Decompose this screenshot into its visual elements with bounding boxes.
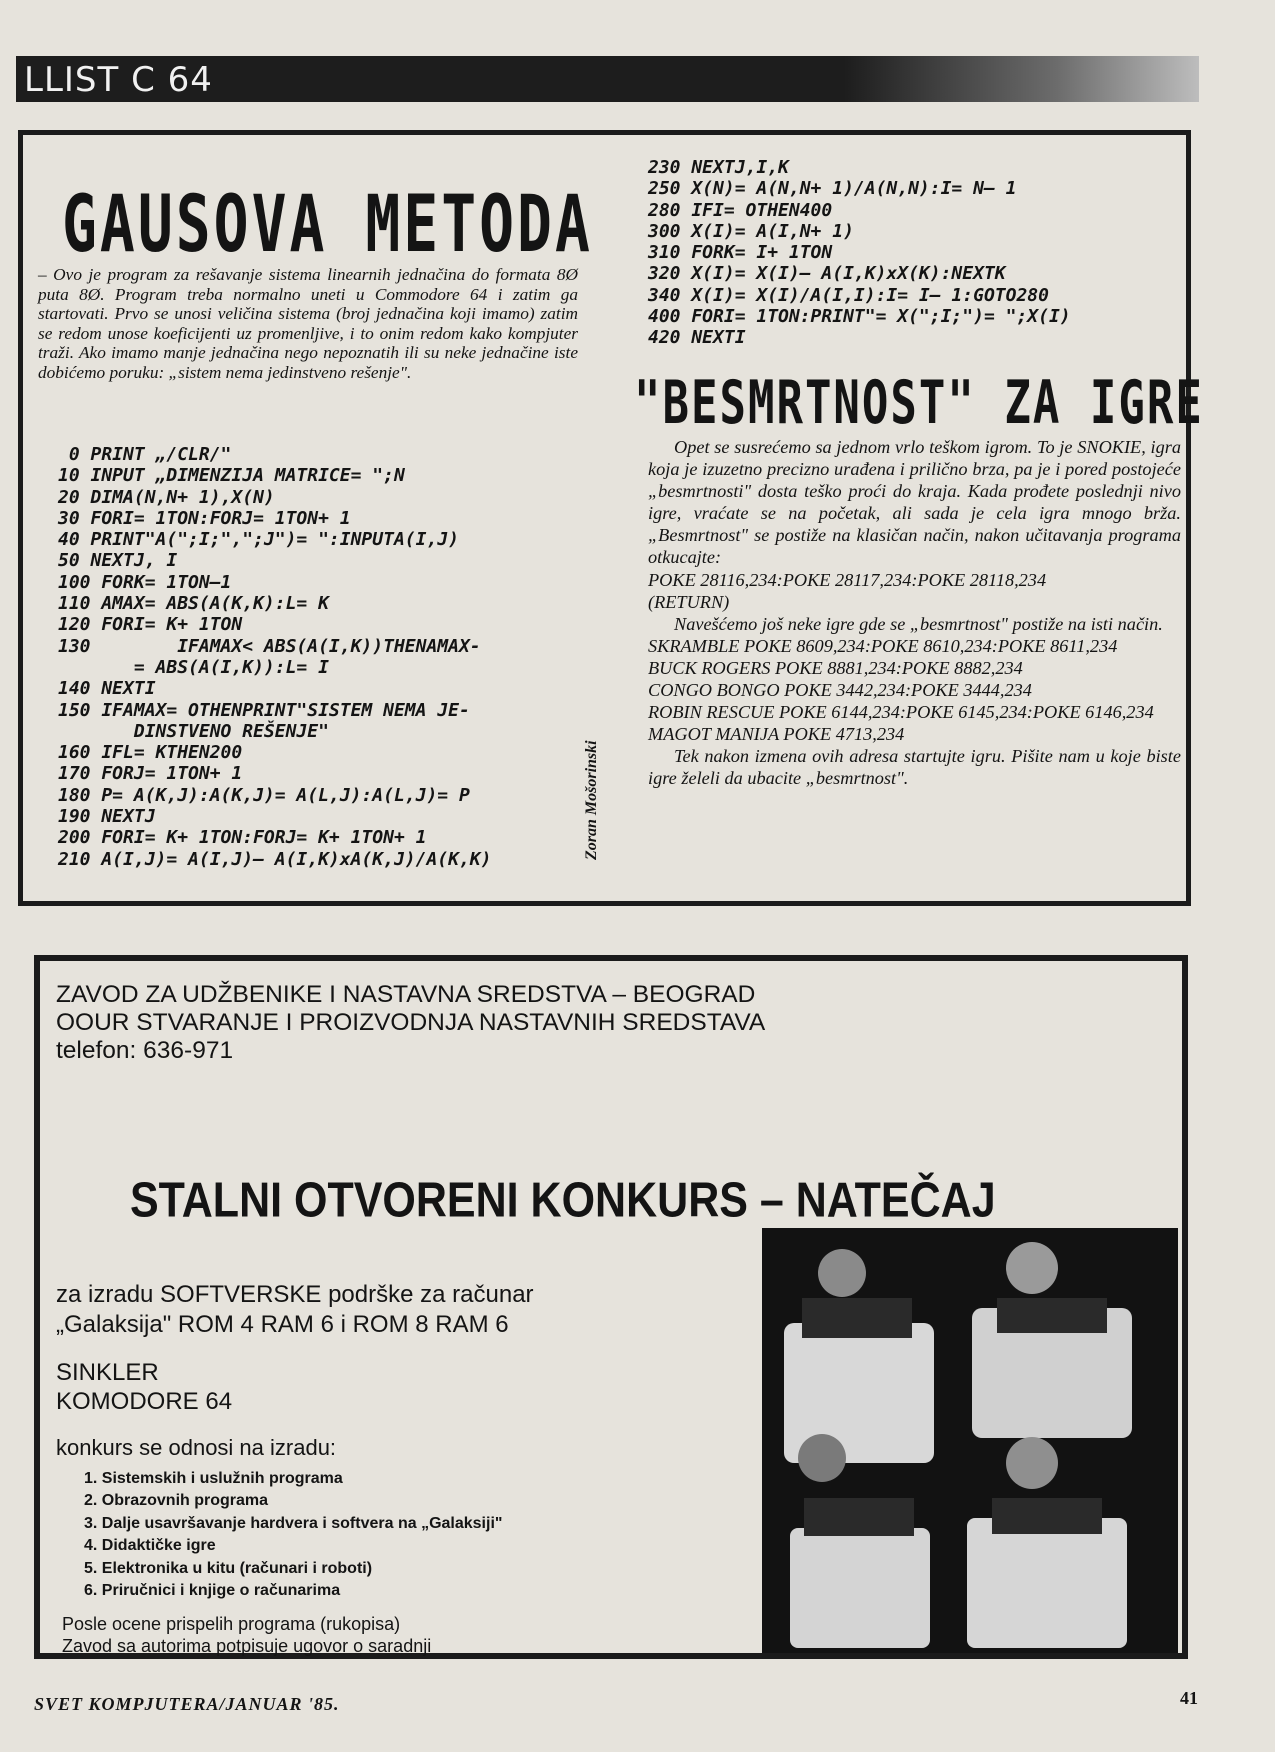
games-poke-list bbox=[648, 635, 1181, 745]
platform-komodore: KOMODORE 64 bbox=[56, 1388, 233, 1415]
platform-sinkler: SINKLER bbox=[56, 1359, 159, 1386]
game-poke-line: CONGO BONGO POKE 3442,234:POKE 3444,234 bbox=[648, 680, 1032, 701]
list-item: 4. Didaktičke igre bbox=[84, 1537, 216, 1555]
ad-intro bbox=[56, 1280, 534, 1340]
article-title-gausova-metoda: GAUSOVA METODA bbox=[62, 178, 593, 270]
game-poke-line: MAGOT MANIJA POKE 4713,234 bbox=[648, 724, 905, 745]
poke-command bbox=[648, 569, 1181, 591]
list-item: 6. Priručnici i knjige o računarima bbox=[84, 1582, 341, 1600]
article-title-besmrtnost: "BESMRTNOST" ZA IGRE bbox=[634, 369, 1204, 438]
game-poke-line: BUCK ROGERS POKE 8881,234:POKE 8882,234 bbox=[648, 657, 1023, 678]
publication-footer: SVET KOMPJUTERA/JANUAR '85. bbox=[34, 1694, 340, 1714]
ad-platforms bbox=[56, 1358, 232, 1416]
author-name: Zoran Mošorinski bbox=[583, 740, 600, 860]
list-item: 1. Sistemskih i uslužnih programa bbox=[84, 1470, 343, 1487]
ad-header-phone: telefon: 636-971 bbox=[56, 1037, 234, 1064]
ad-item-list bbox=[84, 1468, 502, 1602]
list-item: 5. Elektronika u kitu (računari i roboti) bbox=[84, 1559, 373, 1577]
ad-footer-line: Zavod sa autorima potpisuje ugovor o saradnji bbox=[62, 1636, 432, 1656]
ad-headline: STALNI OTVORENI KONKURS – NATEČAJ bbox=[130, 1173, 996, 1229]
basic-code-listing-left: 0 PRINT „/CLR/" 10 INPUT „DIMENZIJA MATRICE= ";N 20 DIMA(N,N+ 1),X(N) 30 FORI= 1TON:FORJ= 1TON+ 1 40 PRINT"A(";I;",";J")= ":INPUTA(I,J) 50 NEXTJ, I 100 FORK= 1TON–1 110 AMAX= ABS(A(K,K):L= K 120 FORI= K+ 1TON 130 IFAMAX< ABS(A(I,K))THENAMAX- = ABS(A(I,K)):L= I 140 NEXTI 150 IFAMAX= OTHENPRINT"SISTEM NEMA JE- DINSTVENO REŠENJE" 160 IFL= KTHEN200 170 FORJ= 1TON+ 1 180 P= A(K,J):A(K,J)= A(L,J):A(L,J)= P 190 NEXTJ 200 FORI= K+ 1TON:FORJ= K+ 1TON+ 1 210 A(I,J)= A(I,J)– A(I,K)xA(K,J)/A(K,K) bbox=[58, 444, 492, 870]
basic-code-listing-right: 230 NEXTJ,I,K 250 X(N)= A(N,N+ 1)/A(N,N):I= N– 1 280 IFI= OTHEN400 300 X(I)= A(I,N+ 1) 310 FORK= I+ 1TON 320 X(I)= X(I)– A(I,K)xX(K):NEXTK 340 X(I)= X(I)/A(I,I):I= I– 1:GOTO280 400 FORI= 1TON:PRINT"= X(";I;")= ";X(I) 420 NEXTI bbox=[648, 157, 1071, 349]
photo-illustration bbox=[762, 1228, 1178, 1653]
ad-publisher-header bbox=[56, 981, 765, 1065]
list-item: 3. Dalje usavršavanje hardvera i softvera na „Galaksiji" bbox=[84, 1514, 503, 1532]
paragraph: Navešćemo još neke igre gde se „besmrtnost" postiže na isti način. bbox=[674, 613, 1163, 634]
return-key: (RETURN) bbox=[648, 591, 730, 612]
article-intro: – Ovo je program za rešavanje sistema linearnih jednačina do formata 8Ø puta 8Ø. Program treba normalno uneti u Commodore 64 i zatim ga startovati. Prvo se unosi veličina sistema (broj jednačina koji imamo) zatim se redom unose koeficijenti uz promenljive, i to onim redom kako kompjuter traži. Ako imamo manje jednačina nego nepoznatih ili su neke jednačine iste dobićemo poruku: „sistem nema jedinstveno rešenje". bbox=[38, 265, 578, 382]
ad-header-line: ZAVOD ZA UDŽBENIKE I NASTAVNA SREDSTVA – BEOGRAD bbox=[56, 981, 756, 1008]
ad-photo-children-at-computers bbox=[762, 1228, 1178, 1653]
ad-intro-line: za izradu SOFTVERSKE podrške za računar bbox=[56, 1281, 534, 1308]
game-poke-line: ROBIN RESCUE POKE 6144,234:POKE 6145,234:POKE 6146,234 bbox=[648, 702, 1154, 723]
section-title: LLIST C 64 bbox=[24, 60, 213, 100]
poke-text: POKE 28116,234:POKE 28117,234:POKE 28118,234 bbox=[648, 569, 1047, 590]
paragraph: Tek nakon izmena ovih adresa startujte igru. Pišite nam u koje biste igre želeli da ubacite „besmrtnost". bbox=[648, 746, 1181, 789]
ad-footer-line: Posle ocene prispelih programa (rukopisa) bbox=[62, 1614, 401, 1634]
ad-header-line: OOUR STVARANJE I PROIZVODNJA NASTAVNIH SREDSTAVA bbox=[56, 1009, 766, 1036]
page-number: 41 bbox=[1180, 1688, 1198, 1708]
ad-konkurs-label: konkurs se odnosi na izradu: bbox=[56, 1435, 337, 1460]
ad-footer bbox=[62, 1613, 431, 1657]
article-besmrtnost-body bbox=[648, 436, 1181, 790]
ad-intro-line: „Galaksija" ROM 4 RAM 6 i ROM 8 RAM 6 bbox=[56, 1311, 509, 1338]
game-poke-line: SKRAMBLE POKE 8609,234:POKE 8610,234:POKE 8611,234 bbox=[648, 635, 1118, 656]
list-item: 2. Obrazovnih programa bbox=[84, 1492, 269, 1510]
paragraph: Opet se susrećemo sa jednom vrlo teškom igrom. To je SNOKIE, igra koja je izuzetno precizno urađena i prilično brza, pa je i pored postojeće „besmrtnosti" dosta teško proći do kraja. Kada prođete poslednji nivo igre, vraćate se na početak, ali sada je cela igra mnogo brža. „Besmrtnost" se postiže na klasičan način, nakon učitavanja programa otkucajte: bbox=[648, 437, 1181, 568]
